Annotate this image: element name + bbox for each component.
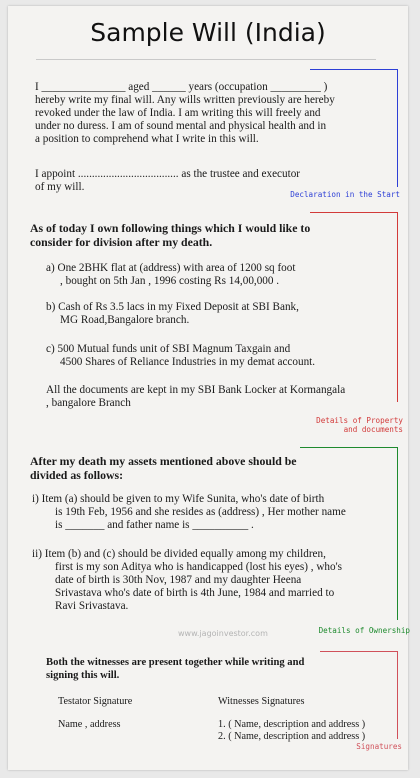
declaration-line-1: I _______________ aged ______ years (occupation _________ ) xyxy=(35,81,328,93)
property-bracket-side xyxy=(397,212,398,402)
ownership-item-ii-5: Ravi Srivastava. xyxy=(55,600,129,612)
ownership-item-i-2: is 19th Feb, 1956 and she resides as (address) , Her mother name xyxy=(55,506,346,518)
ownership-bracket-top xyxy=(300,447,398,448)
will-document xyxy=(8,6,408,770)
signatures-heading-2: signing this will. xyxy=(46,670,120,681)
annotation-property-1: Details of Property xyxy=(316,416,403,425)
ownership-item-ii-4: Srivastava who's date of birth is 4th June, 1984 and married to xyxy=(55,587,335,599)
property-item-c-1: c) 500 Mutual funds unit of SBI Magnum Taxgain and xyxy=(46,343,291,355)
ownership-item-ii-1: ii) Item (b) and (c) should be divided equally among my children, xyxy=(32,548,326,560)
property-item-b-1: b) Cash of Rs 3.5 lacs in my Fixed Deposit at SBI Bank, xyxy=(46,301,299,313)
declaration-bracket-top xyxy=(310,69,398,70)
documents-line-1: All the documents are kept in my SBI Bank Locker at Kormangala xyxy=(46,384,346,396)
ownership-item-ii-2: first is my son Aditya who is handicapped (lost his eyes) , who's xyxy=(55,561,342,573)
declaration-line-3: revoked under the law of India. I am writing this will freely and xyxy=(35,107,321,119)
declaration-line-4: under no duress. I am of sound mental and physical health and in xyxy=(35,120,327,132)
witness-1-line: 1. ( Name, description and address ) xyxy=(218,719,366,730)
annotation-signatures: Signatures xyxy=(356,742,402,751)
title-divider xyxy=(36,59,376,60)
ownership-item-ii-3: date of birth is 30th Nov, 1987 and my daughter Heena xyxy=(55,574,302,586)
declaration-bracket-side xyxy=(397,69,398,187)
declaration-line-2: hereby write my final will. Any wills written previously are hereby xyxy=(35,94,335,106)
property-item-c-2: 4500 Shares of Reliance Industries in my demat account. xyxy=(60,356,316,368)
declaration-line-5: a position to comprehend what I write in this will. xyxy=(35,133,259,145)
property-heading-1: As of today I own following things which I would like to xyxy=(30,221,311,235)
documents-line-2: , bangalore Branch xyxy=(46,397,131,409)
ownership-item-i-1: i) Item (a) should be given to my Wife Sunita, who's date of birth xyxy=(32,493,325,505)
ownership-heading-2: divided as follows: xyxy=(30,468,124,482)
signatures-heading-1: Both the witnesses are present together while writing and xyxy=(46,657,305,668)
watermark: www.jagoinvestor.com xyxy=(178,629,268,638)
name-address-label: Name , address xyxy=(58,719,121,730)
page-title: Sample Will (India) xyxy=(90,18,326,47)
signatures-bracket-side xyxy=(397,651,398,739)
property-heading-2: consider for division after my death. xyxy=(30,235,213,249)
witness-2-line: 2. ( Name, description and address ) xyxy=(218,731,366,742)
annotation-property-2: and documents xyxy=(343,425,403,434)
signatures-bracket-top xyxy=(320,651,398,652)
property-item-a-2: , bought on 5th Jan , 1996 costing Rs 14,00,000 . xyxy=(60,275,280,287)
annotation-ownership: Details of Ownership xyxy=(318,626,410,635)
annotation-declaration: Declaration in the Start xyxy=(290,190,400,199)
witnesses-signature-label: Witnesses Signatures xyxy=(218,696,305,707)
testator-signature-label: Testator Signature xyxy=(58,696,133,707)
ownership-bracket-side xyxy=(397,447,398,620)
ownership-item-i-3: is _______ and father name is __________ . xyxy=(55,519,254,531)
ownership-heading-1: After my death my assets mentioned above should be xyxy=(30,454,297,468)
appoint-line-2: of my will. xyxy=(35,181,85,193)
appoint-line-1: I appoint .................................... as the trustee and executor xyxy=(35,168,301,180)
property-bracket-top xyxy=(310,212,398,213)
property-item-a-1: a) One 2BHK flat at (address) with area of 1200 sq foot xyxy=(46,262,296,274)
property-item-b-2: MG Road,Bangalore branch. xyxy=(60,314,190,326)
